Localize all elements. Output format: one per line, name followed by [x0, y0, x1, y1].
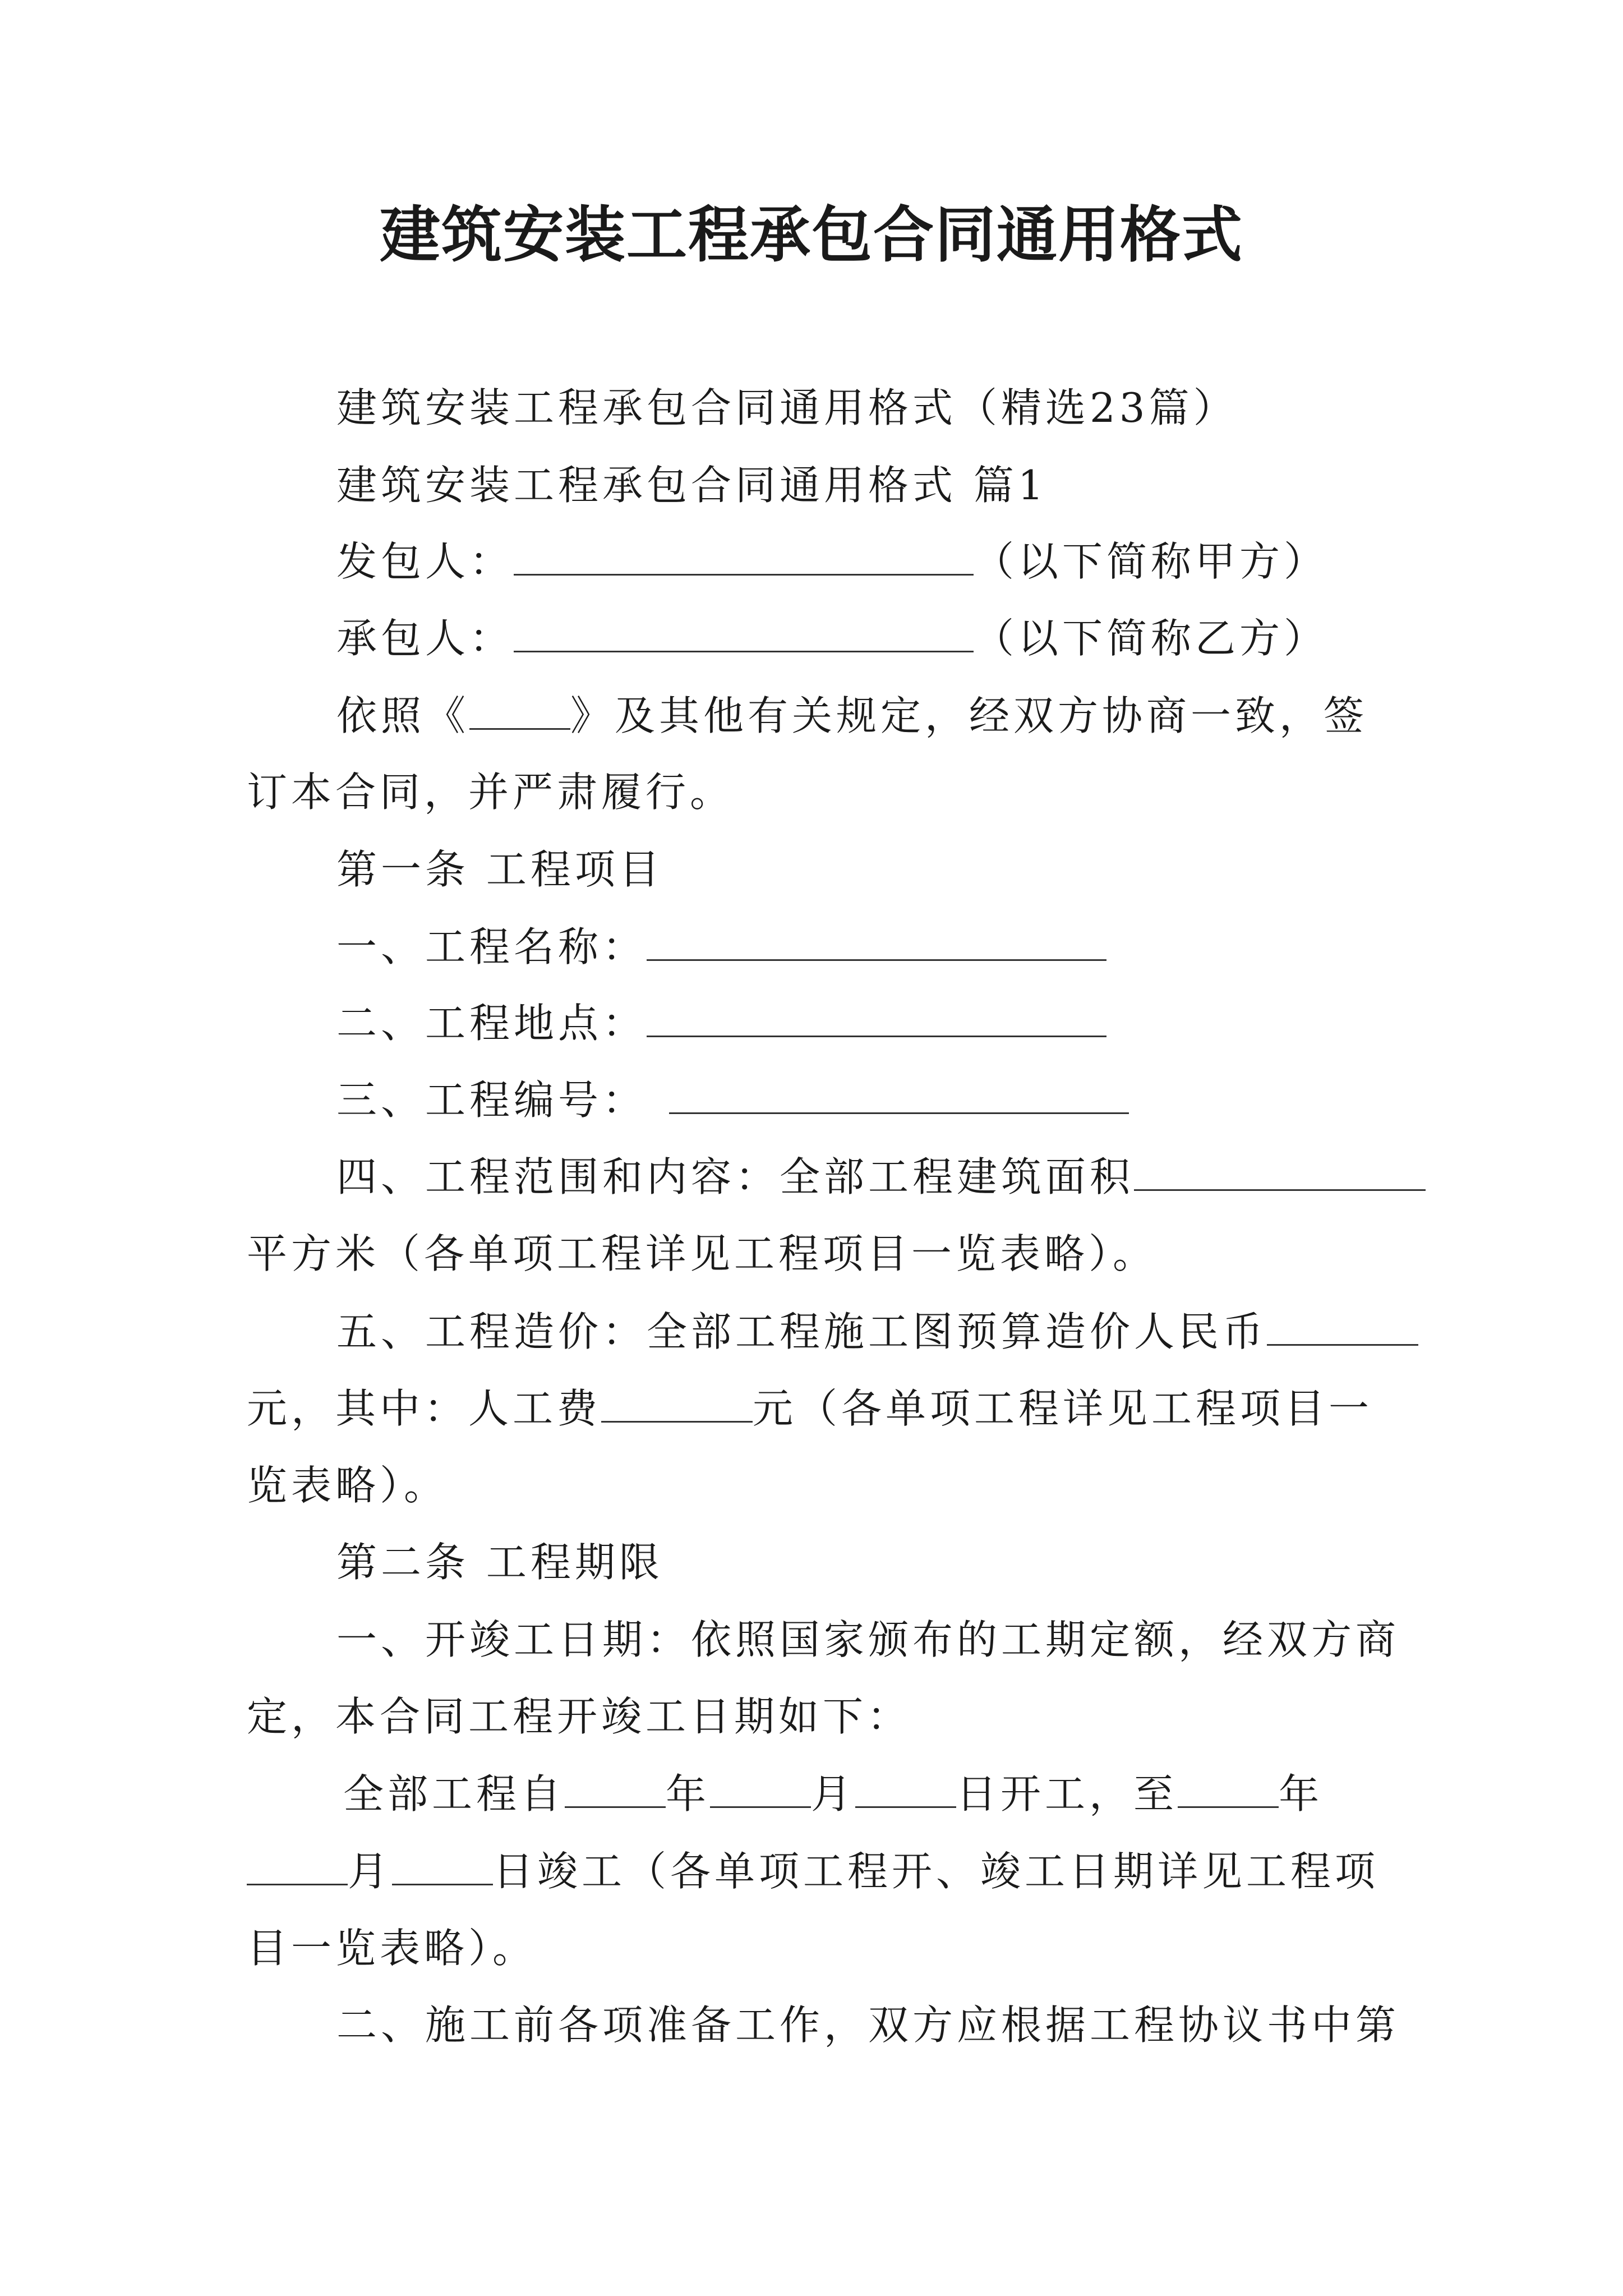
period-line: 一、开竣工日期：依照国家颁布的工期定额，经双方商 [336, 1616, 1400, 1663]
cost-total-blank [1267, 1300, 1418, 1346]
dates-month-label: 月 [811, 1770, 856, 1818]
dates-continuation-end: 目一览表略）。 [247, 1925, 537, 1972]
basis-line [336, 684, 1368, 747]
cost-labor-label: 元，其中：人工费 [247, 1385, 602, 1432]
basis-prefix: 依照《 [336, 692, 470, 739]
cost-line [336, 1300, 1418, 1363]
project-number-blank [669, 1069, 1129, 1114]
cost-labor-blank [601, 1377, 753, 1423]
contractor-blank [514, 607, 974, 652]
end-year-blank [1178, 1763, 1279, 1808]
project-location-line [336, 992, 1106, 1054]
contractor-label: 承包人： [336, 615, 514, 662]
contractor-suffix: （以下简称乙方） [974, 615, 1329, 662]
project-name-label: 一、工程名称： [336, 923, 647, 970]
dates-start-label: 全部工程自 [343, 1770, 565, 1818]
cost-prefix: 五、工程造价：全部工程施工图预算造价人民币 [336, 1308, 1267, 1355]
start-day-blank [855, 1763, 956, 1808]
start-year-blank [565, 1763, 666, 1808]
dates-continuation [247, 1840, 1379, 1902]
dates-end-text: 日竣工（各单项工程开、竣工日期详见工程项 [493, 1848, 1380, 1895]
end-day-blank [392, 1840, 493, 1885]
document-title: 建筑安装工程承包合同通用格式 [379, 200, 1243, 270]
dates-month2-label: 月 [348, 1848, 393, 1895]
section-heading: 建筑安装工程承包合同通用格式 篇1 [336, 462, 1048, 509]
dates-start-text: 日开工，至 [956, 1770, 1178, 1818]
project-name-line [336, 915, 1106, 978]
preparation-line: 二、施工前各项准备工作，双方应根据工程协议书中第 [336, 2001, 1400, 2049]
project-number-label: 三、工程编号： [336, 1076, 647, 1124]
project-number-line [336, 1069, 1129, 1131]
project-location-label: 二、工程地点： [336, 1000, 647, 1047]
basis-blank [469, 684, 570, 730]
cost-continuation [247, 1377, 1373, 1439]
employer-suffix: （以下简称甲方） [974, 538, 1329, 585]
dates-year2-label: 年 [1279, 1770, 1324, 1818]
subtitle: 建筑安装工程承包合同通用格式（精选23篇） [336, 384, 1238, 431]
cost-labor-suffix: 元（各单项工程详见工程项目一 [753, 1385, 1373, 1432]
scope-continuation: 平方米（各单项工程详见工程项目一览表略）。 [247, 1230, 1158, 1277]
period-continuation: 定，本合同工程开竣工日期如下： [247, 1693, 912, 1740]
employer-blank [514, 530, 974, 576]
article-1-heading: 第一条 工程项目 [336, 846, 663, 893]
end-month-blank [247, 1840, 348, 1885]
dates-line [343, 1763, 1323, 1825]
contractor-line [336, 607, 1328, 669]
scope-prefix: 四、工程范围和内容：全部工程建筑面积 [336, 1153, 1135, 1200]
basis-suffix: 》及其他有关规定，经双方协商一致，签 [570, 692, 1368, 739]
employer-label: 发包人： [336, 538, 514, 585]
scope-line [336, 1145, 1426, 1208]
employer-line [336, 530, 1328, 592]
basis-continuation: 订本合同，并严肃履行。 [247, 769, 735, 816]
cost-continuation-end: 览表略）。 [247, 1462, 449, 1509]
scope-area-blank [1134, 1145, 1426, 1191]
start-month-blank [710, 1763, 811, 1808]
project-location-blank [647, 992, 1106, 1037]
dates-year-label: 年 [666, 1770, 711, 1818]
project-name-blank [647, 915, 1106, 961]
article-2-heading: 第二条 工程期限 [336, 1539, 663, 1586]
